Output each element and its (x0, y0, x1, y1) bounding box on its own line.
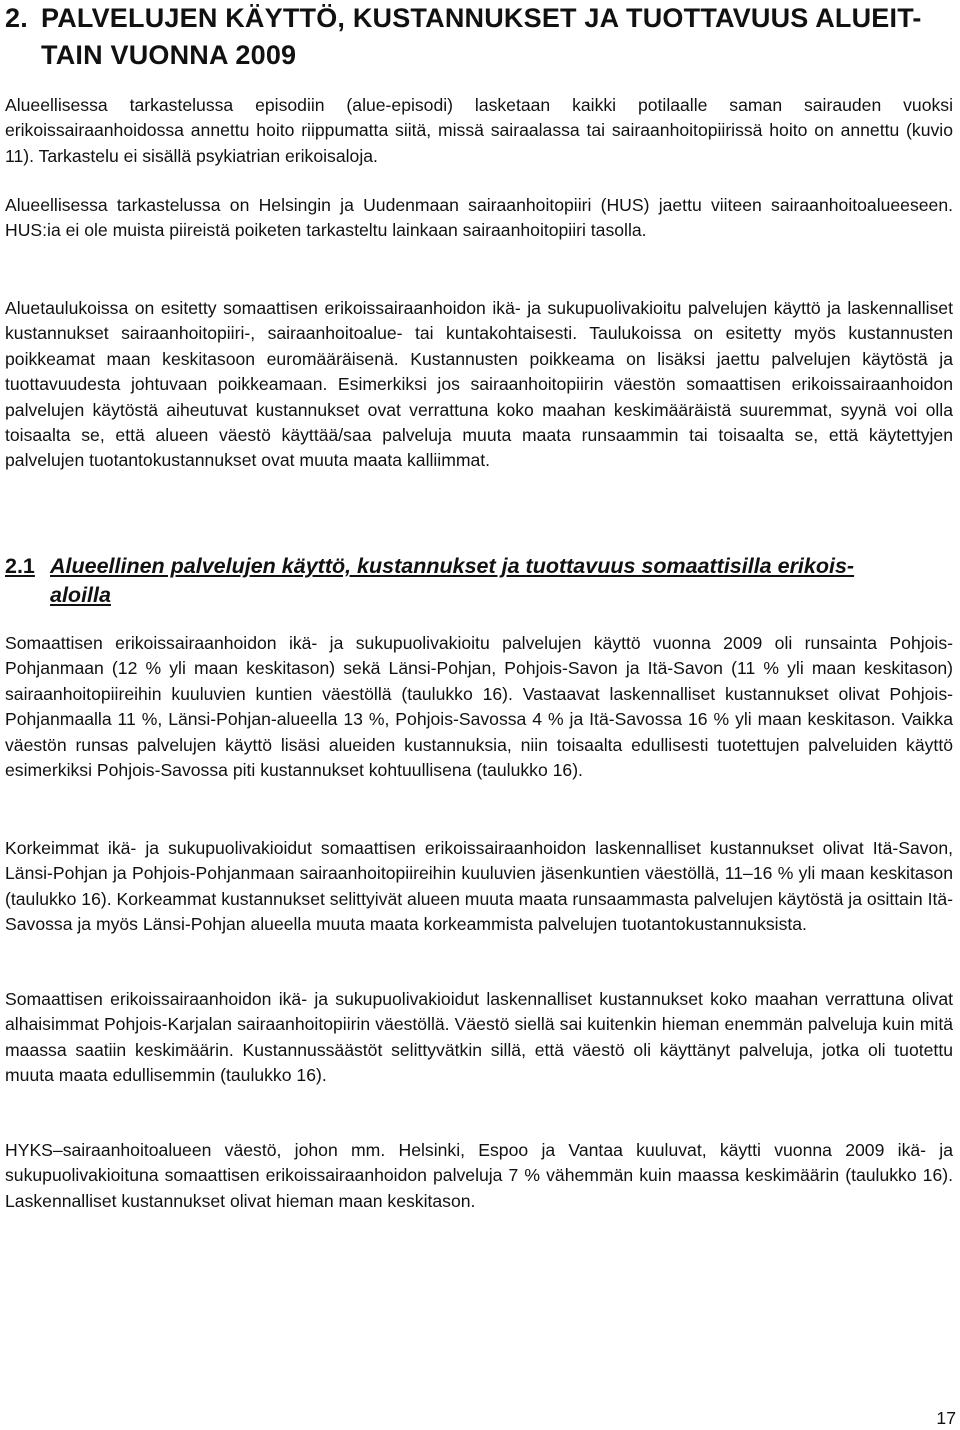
section-heading (5, 552, 953, 610)
chapter-heading (5, 0, 945, 74)
section-number: 2.1 (5, 554, 35, 578)
chapter-title-line2: TAIN VUONNA 2009 (41, 40, 297, 70)
intro-paragraph-2: Alueellisessa tarkastelussa on Helsingin ja Uudenmaan sairaanhoitopiiri (HUS) jaettu viiteen sairaanhoitoalueeseen. HUS:ia ei ole muista piireistä poiketen tarkasteltu lainkaan sairaanhoitopiiri tasolla. (5, 195, 953, 241)
intro-paragraph-3: Aluetaulukoissa on esitetty somaattisen erikoissairaanhoidon ikä- ja sukupuolivakioitu palvelujen käyttö ja laskennalliset kustannukset sairaanhoitopiiri-, sairaanhoitoalue- tai kuntakohtaisesti. Taulukoissa on esitetty myös kustannusten poikkeamat maan keskitasoon euromääräisenä. Kustannusten poikkeama on lisäksi jaettu palvelujen käytöstä ja tuottavuudesta johtuvaan poikkeamaan. Esimerkiksi jos sairaanhoitopiirin väestön somaattisen erikoissairaanhoidon palvelujen käytöstä aiheutuvat kustannukset ovat verrattuna koko maahan keskimääräistä suuremmat, syynä voi olla toisaalta se, että alueen väestö käyttää/saa palveluja muuta maata runsaammin tai toisaalta se, että käytettyjen palvelujen tuotantokustannukset ovat muuta maata kalliimmat. (5, 298, 953, 471)
section-title-line1: Alueellinen palvelujen käyttö, kustannukset ja tuottavuus somaattisilla erikois- (50, 554, 855, 578)
section-paragraph-1: Somaattisen erikoissairaanhoidon ikä- ja sukupuolivakioitu palvelujen käyttö vuonna 2009 oli runsainta Pohjois-Pohjanmaan (12 % yli maan keskitason) sekä Länsi-Pohjan, Pohjois-Savon ja Itä-Savon (11 % yli maan keskitason) sairaanhoitopiireihin kuuluvien kuntien väestöllä (taulukko 16). Vastaavat laskennalliset kustannukset olivat Pohjois-Pohjanmaalla 11 %, Länsi-Pohjan-alueella 13 %, Pohjois-Savossa 4 % ja Itä-Savossa 16 % yli maan keskitason. Vaikka väestön runsas palvelujen käyttö lisäsi alueiden kustannuksia, niin toisaalta edullisesti tuotettujen palveluiden käyttö esimerkiksi Pohjois-Savossa piti kustannukset kohtuullisena (taulukko 16). (5, 633, 953, 781)
chapter-title-line1: PALVELUJEN KÄYTTÖ, KUSTANNUKSET JA TUOTTAVUUS ALUEIT- (41, 3, 922, 33)
section-paragraph-4: HYKS–sairaanhoitoalueen väestö, johon mm. Helsinki, Espoo ja Vantaa kuuluvat, käytti vuonna 2009 ikä- ja sukupuolivakioituna somaattisen erikoissairaanhoidon palveluja 7 % vähemmän kuin maassa keskimäärin (taulukko 16). Laskennalliset kustannukset olivat hieman maan keskitason. (5, 1140, 953, 1211)
page-number: 17 (936, 1408, 956, 1428)
intro-paragraph-1: Alueellisessa tarkastelussa episodiin (alue-episodi) lasketaan kaikki potilaalle saman sairauden vuoksi erikoissairaanhoidossa annettu hoito riippumatta siitä, missä sairaalassa tai sairaanhoitopiirissä hoito on annettu (kuvio 11). Tarkastelu ei sisällä psykiatrian erikoisaloja. (5, 95, 953, 166)
section-title-line2: aloilla (50, 583, 111, 607)
chapter-number: 2. (5, 3, 28, 33)
section-paragraph-3: Somaattisen erikoissairaanhoidon ikä- ja sukupuolivakioidut laskennalliset kustannukset koko maahan verrattuna olivat alhaisimmat Pohjois-Karjalan sairaanhoitopiirin väestöllä. Väestö siellä sai kuitenkin hieman enemmän palveluja kuin mitä maassa saatiin keskimäärin. Kustannussäästöt selittyvätkin sillä, että väestö oli käyttänyt palveluja, jotka oli tuotettu muuta maata edullisemmin (taulukko 16). (5, 989, 953, 1086)
section-paragraph-2: Korkeimmat ikä- ja sukupuolivakioidut somaattisen erikoissairaanhoidon laskennalliset kustannukset olivat Itä-Savon, Länsi-Pohjan ja Pohjois-Pohjanmaan sairaanhoitopiireihin kuuluvien jäsenkuntien väestöllä, 11–16 % yli maan keskitason (taulukko 16). Korkeammat kustannukset selittyivät alueen muuta maata runsaammasta palvelujen käytöstä ja osittain Itä-Savossa ja myös Länsi-Pohjan alueella muuta maata korkeammista palvelujen tuotantokustannuksista. (5, 838, 953, 935)
